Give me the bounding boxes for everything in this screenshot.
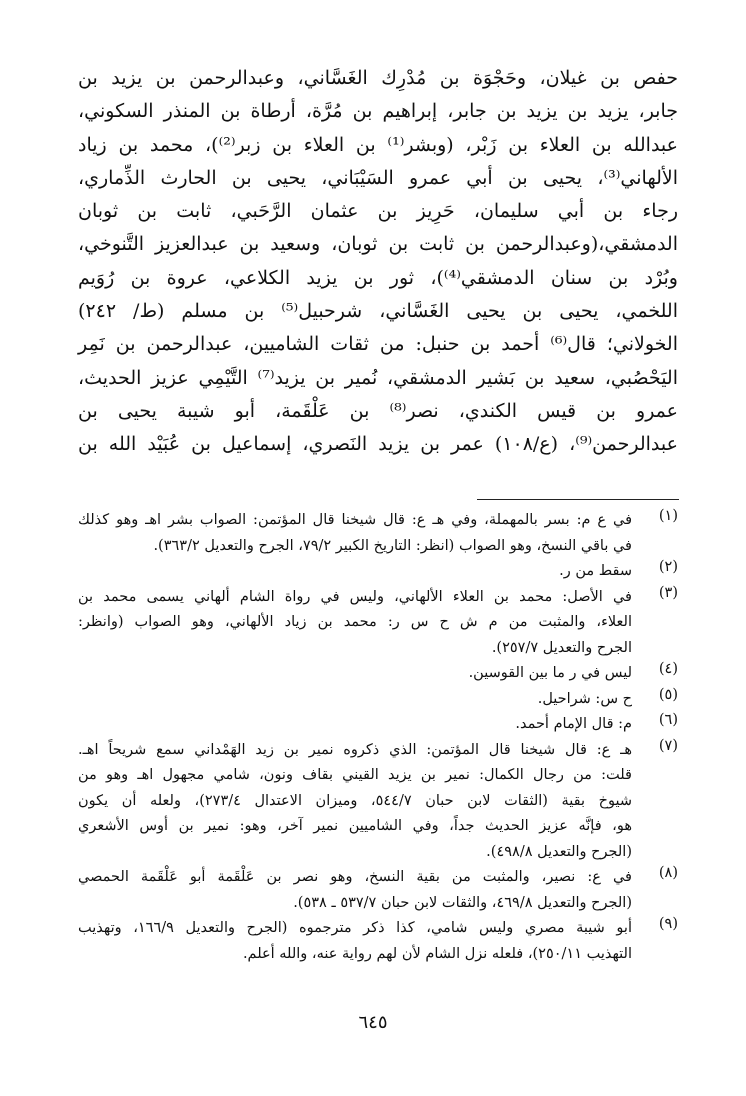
main-text-line: عبدالرحمن⁽⁹⁾، (ع/١٠٨) عمر بن يزيد النَصري، إسماعيل بن عُبَيْد الله بن — [78, 433, 678, 456]
footnote — [78, 687, 678, 713]
footnote-line: هو، فإنَّه عزيز الحديث جداً، وفي الشاميين نمير آخر، وهو: نمير بن أوس الأشعري — [78, 818, 632, 834]
main-text-block — [78, 62, 678, 462]
footnote — [78, 585, 678, 662]
footnote-line: ح س: شراحيل. — [537, 690, 632, 707]
footnote-line: سقط من ر. — [559, 563, 632, 579]
footnote-line: في باقي النسخ، وهو الصواب (انظر: التاريخ الكبير ٧٩/٢، الجرح والتعديل ٣٦٣/٢). — [153, 537, 632, 554]
footnote-line: العلاء، والمثبت من م ش ح س ر: محمد بن زياد الألهاني، وهو الصواب (وانظر: — [78, 614, 632, 630]
footnote-line: التهذيب ٢٥٠/١١)، فلعله نزل الشام لأن لهم رواية عنه، والله أعلم. — [242, 945, 632, 962]
main-text-line: عمرو بن قيس الكندي، نصر⁽⁸⁾ بن عَلْقَمة، أبو شيبة يحيى بن — [78, 399, 678, 422]
footnote-number: (٧) — [658, 737, 678, 754]
footnote-number: (١) — [658, 508, 678, 524]
main-text-line: الدمشقي،(وعبدالرحمن بن ثابت بن ثوبان، وسعيد بن عبدالعزيز التَّنوخي، — [78, 233, 678, 256]
footnote-number: (٢) — [658, 559, 678, 575]
footnote-line: أبو شيبة مصري وليس شامي، كذا ذكر مترجموه (الجرح والتعديل ١٦٦/٩، وتهذيب — [78, 920, 632, 936]
footnote — [78, 559, 678, 585]
footnote-line: م: قال الإمام أحمد. — [515, 716, 632, 732]
footnote-line: شيوخ بقية (الثقات لابن حبان ٥٤٤/٧، وميزان الاعتدال ٢٧٣/٤)، ولعله أن يكون — [78, 792, 632, 809]
footnote-line: في الأصل: محمد بن العلاء الألهاني، وليس في رواة الشام ألهاني يسمى محمد بن — [78, 588, 632, 605]
main-text-line: الألهاني⁽³⁾، يحيى بن أبي عمرو السَيْبَاني، يحيى بن الحارث الذِّماري، — [78, 166, 678, 189]
main-text-line: اللخمي، يحيى بن يحيى الغَسَّاني، شرحبيل⁽⁵⁾ بن مسلم (ط/ ٢٤٢) — [78, 300, 678, 323]
main-text-line: جابر، يزيد بن يزيد بن جابر، إبراهيم بن مُرَّة، أرطاة بن المنذر السكوني، — [78, 100, 678, 123]
page-number: ٦٤٥ — [358, 1012, 388, 1033]
footnote-line: هـ ع: قال شيخنا قال المؤتمن: الذي ذكروه نمير بن زيد الهَمْداني سمع شريحاً اهـ. — [78, 741, 632, 758]
footnote-line: الجرح والتعديل ٢٥٧/٧). — [491, 639, 632, 656]
footnote-line: في ع: نصير، والمثبت من بقية النسخ، وهو نصر بن عَلْقَمة أبو عَلْقَمة الحمصي — [78, 869, 632, 885]
footnote-number: (٦) — [658, 712, 678, 728]
main-text-line: عبدالله بن العلاء بن زَبْر، (وبشر⁽¹⁾ بن العلاء بن زبر⁽²⁾)، محمد بن زياد — [78, 133, 678, 156]
footnote — [78, 508, 678, 559]
footnote-line: ليس في ر ما بين القوسين. — [468, 665, 632, 681]
footnote — [78, 712, 678, 738]
main-text-line: رجاء بن أبي سليمان، حَرِيز بن عثمان الرَّحَبي، ثابت بن ثوبان — [78, 200, 678, 223]
main-text-line: حفص بن غيلان، وحَجْوَة بن مُدْرِك الغَسَّاني، وعبدالرحمن بن يزيد بن — [78, 67, 678, 89]
footnote-line: (الجرح والتعديل ٤٩٨/٨). — [486, 843, 632, 860]
footnote-line: قلت: من رجال الكمال: نمير بن يزيد القيني بقاف ونون، شامي مجهول اهـ وهو من — [78, 767, 632, 783]
main-text-line: الخولاني؛ قال⁽⁶⁾ أحمد بن حنبل: من ثقات الشاميين، عبدالرحمن بن نَمِر — [78, 333, 678, 356]
footnote-number: (٣) — [658, 584, 678, 601]
footnote — [78, 865, 678, 916]
footnote-number: (٤) — [658, 661, 678, 677]
footnote-number: (٩) — [658, 916, 678, 932]
footnote-number: (٨) — [658, 865, 678, 881]
footnote — [78, 738, 678, 866]
footnote — [78, 916, 678, 967]
footnote — [78, 661, 678, 687]
footnote-line: في ع م: بسر بالمهملة، وفي هـ ع: قال شيخنا قال المؤتمن: الصواب بشر اهـ وهو كذلك — [78, 512, 632, 528]
footnote-separator-rule — [477, 499, 679, 500]
main-text-line: اليَحْصُبي، سعيد بن بَشير الدمشقي، نُمير بن يزيد⁽⁷⁾ التَّيْمِي عزيز الحديث، — [78, 366, 678, 389]
footnote-line: (الجرح والتعديل ٤٦٩/٨، والثقات لابن حبان ٥٣٧/٧ ـ ٥٣٨). — [293, 894, 632, 911]
main-text-line: وبُرْد بن سنان الدمشقي⁽⁴⁾)، ثور بن يزيد الكلاعي، عروة بن رُوَيم — [78, 266, 678, 289]
footnotes-block — [78, 508, 678, 967]
footnote-number: (٥) — [658, 686, 678, 703]
